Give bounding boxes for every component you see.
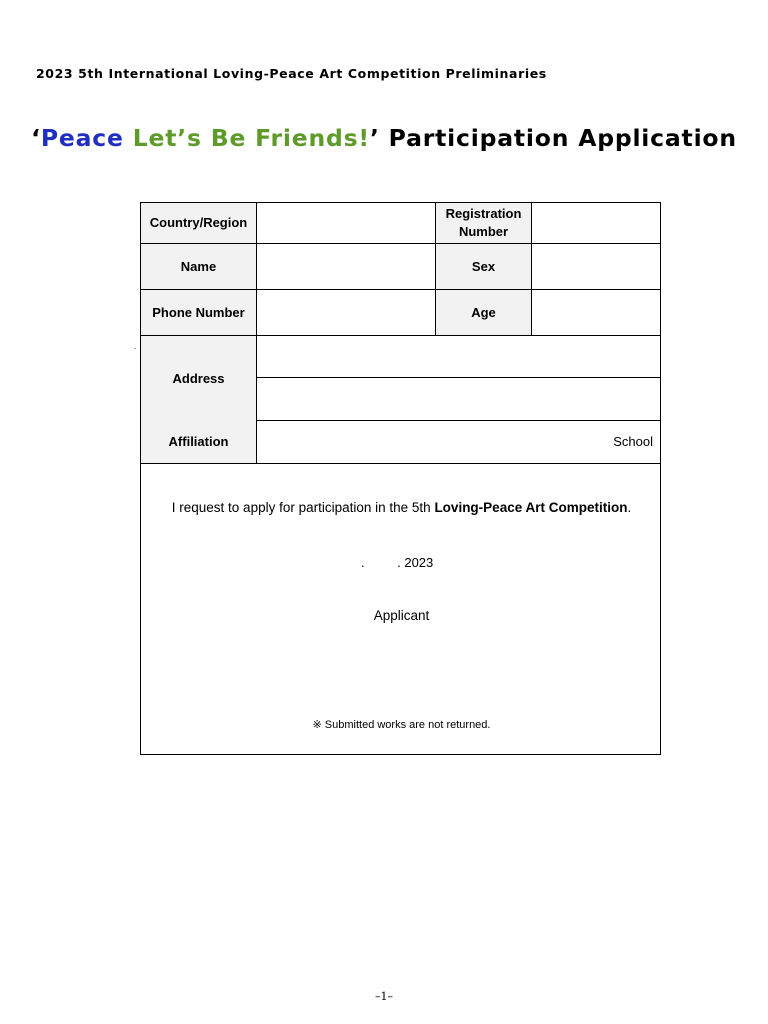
phone-number-field[interactable] — [257, 290, 436, 336]
submission-note — [141, 718, 662, 731]
title-peace: Peace — [40, 124, 124, 152]
registration-number-label: Registration Number — [436, 203, 532, 244]
registration-number-field[interactable] — [532, 203, 660, 244]
name-label: Name — [141, 244, 257, 290]
address-line-2-field[interactable] — [257, 378, 660, 421]
phone-number-label: Phone Number — [141, 290, 257, 336]
affiliation-field[interactable] — [257, 421, 660, 464]
page-number: –1– — [375, 990, 393, 1003]
age-label: Age — [436, 290, 532, 336]
stray-mark: . — [134, 342, 137, 351]
country-region-field[interactable] — [257, 203, 436, 244]
title-rest: Participation Application — [388, 124, 737, 152]
age-field[interactable] — [532, 290, 660, 336]
title-friends: Let’s Be Friends! — [132, 124, 370, 152]
address-line-1-field[interactable] — [257, 336, 660, 378]
competition-header: 2023 5th International Loving-Peace Art Competition Preliminaries — [36, 66, 547, 81]
title-open-quote: ‘ — [31, 124, 41, 152]
country-region-label: Country/Region — [141, 203, 257, 244]
affiliation-label: Affiliation — [141, 421, 257, 464]
sex-label: Sex — [436, 244, 532, 290]
title-close-quote: ’ — [369, 124, 380, 152]
declaration-suffix: . — [627, 500, 632, 515]
applicant-label: Applicant — [373, 608, 430, 623]
reference-mark-icon: ※ — [312, 719, 322, 731]
sex-field[interactable] — [532, 244, 660, 290]
address-label: Address — [141, 336, 257, 421]
declaration-text — [141, 500, 662, 515]
school-suffix: School — [613, 434, 653, 449]
page-title — [0, 124, 768, 152]
name-field[interactable] — [257, 244, 436, 290]
declaration-prefix: I request to apply for participation in the 5th — [171, 500, 435, 515]
application-form — [140, 202, 661, 755]
competition-name: Loving-Peace Art Competition — [434, 500, 628, 515]
note-text: Submitted works are not returned. — [324, 719, 491, 731]
date-line: . . 2023 — [361, 555, 434, 570]
